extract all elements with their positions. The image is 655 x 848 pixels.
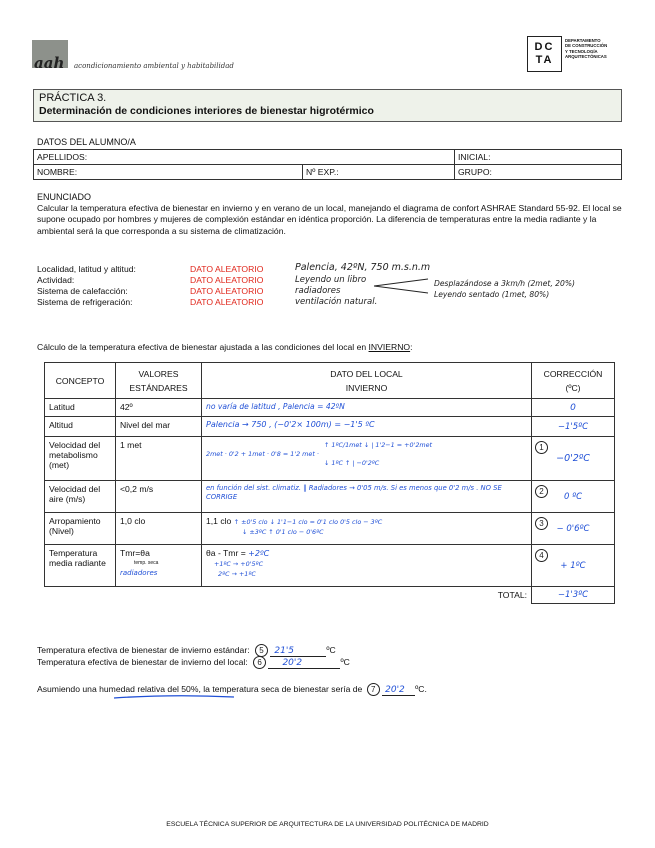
statement-heading: ENUNCIADO xyxy=(37,192,92,202)
calc-table xyxy=(44,362,615,604)
corr-header-2: (ºC) xyxy=(565,382,581,393)
dept-line: Y TECNOLOGÍA xyxy=(565,48,598,54)
dcta-logo-text: DC TA xyxy=(534,41,555,66)
local-cell[interactable]: no varía de latitud , Palencia = 42ºN xyxy=(202,399,532,417)
footer-school: ESCUELA TÉCNICA SUPERIOR DE ARQUITECTURA DE LA UNIVERSIDAD POLITÉCNICA DE MADRID xyxy=(166,821,489,828)
table-row-arropamiento xyxy=(45,513,615,545)
radiant-note-2: 2ºC → +1ºC xyxy=(218,570,256,578)
calc-intro-colon: : xyxy=(410,342,413,352)
activity-bracket-icon xyxy=(372,276,432,296)
student-table xyxy=(33,149,622,180)
std-cell: 1 met xyxy=(116,437,202,481)
corr-cell[interactable] xyxy=(532,513,615,545)
col-dato xyxy=(202,363,532,399)
met-note-2: 2met · 0'2 + 1met · 0'8 = 1'2 met · xyxy=(206,450,319,458)
dcta-logo xyxy=(527,36,562,72)
student-section-title: DATOS DEL ALUMNO/A xyxy=(37,137,136,147)
corr-cell[interactable] xyxy=(532,545,615,587)
corr-header-1: CORRECCIÓN xyxy=(543,368,603,379)
corr-cell[interactable]: −1'5ºC xyxy=(532,417,615,437)
total-value[interactable]: −1'3ºC xyxy=(532,587,615,604)
title-box xyxy=(33,89,622,122)
corr-cell[interactable] xyxy=(532,481,615,513)
table-row-velocidad xyxy=(45,481,615,513)
concept-cell: Velocidad del aire (m/s) xyxy=(45,481,116,513)
total-label: TOTAL: xyxy=(45,587,532,604)
unit: ºC xyxy=(326,645,336,655)
table-row-latitud xyxy=(45,399,615,417)
practice-title: Determinación de condiciones interiores de bienestar higrotérmico xyxy=(39,105,374,117)
corr-cell[interactable] xyxy=(532,437,615,481)
concept-cell: Velocidad del metabolismo (met) xyxy=(45,437,116,481)
std-cell: <0,2 m/s xyxy=(116,481,202,513)
dept-line: DEPARTAMENTO xyxy=(565,38,601,43)
corr-cell[interactable]: 0 xyxy=(532,399,615,417)
concepto-header: CONCEPTO xyxy=(55,375,105,386)
unit: ºC. xyxy=(415,684,427,694)
result-standard-value[interactable]: 21'5 xyxy=(270,646,326,657)
local-cell[interactable] xyxy=(202,437,532,481)
step-number-icon: 1 xyxy=(535,441,548,454)
local-cell[interactable]: Palencia → 750 , (−0'2× 100m) = −1'5 ºC xyxy=(202,417,532,437)
dept-line: ARQUITECTÓNICAS xyxy=(565,53,607,59)
local-cell[interactable] xyxy=(202,513,532,545)
result-local-value[interactable]: 20'2 xyxy=(268,658,340,669)
inicial-field[interactable]: INICIAL: xyxy=(455,150,622,165)
random-tag: DATO ALEATORIO xyxy=(190,286,264,296)
std-formula: Tmr=θa xyxy=(120,548,150,558)
param-label: Localidad, latitud y altitud: xyxy=(37,264,136,274)
radiant-diff: +2ºC xyxy=(248,549,270,558)
corr-value: − 0'6ºC xyxy=(556,523,590,534)
param-value: Palencia, 42ºN, 750 m.s.n.m xyxy=(295,262,431,273)
concept-cell: Altitud xyxy=(45,417,116,437)
concept-cell: Temperatura media radiante xyxy=(45,545,116,587)
dato-header-1: DATO DEL LOCAL xyxy=(330,368,403,379)
aah-logo-mark: aah xyxy=(34,54,65,72)
activity-note-reading: Leyendo sentado (1met, 80%) xyxy=(434,290,550,299)
calc-intro-season: INVIERNO xyxy=(368,342,411,352)
std-cell xyxy=(116,545,202,587)
met-note-3: ↓ 1ºC ↑ | −0'2ºC xyxy=(324,459,380,467)
apellidos-field[interactable]: APELLIDOS: xyxy=(34,150,455,165)
clo-note-1: ↑ ±0'5 clo ↓ 1'1−1 clo = 0'1 clo 0'5 clo − 3ºC xyxy=(233,518,383,526)
std-note: temp. seca xyxy=(134,560,159,566)
calc-intro-text: Cálculo de la temperatura efectiva de bienestar ajustada a las condiciones del local en xyxy=(37,342,367,352)
step-number-icon: 7 xyxy=(367,683,380,696)
result-standard-label: Temperatura efectiva de bienestar de invierno estándar: xyxy=(37,645,250,655)
step-number-icon: 3 xyxy=(535,517,548,530)
random-tag: DATO ALEATORIO xyxy=(190,297,264,307)
valores-header-2: ESTÁNDARES xyxy=(129,382,188,393)
step-number-icon: 6 xyxy=(253,656,266,669)
humidity-value[interactable]: 20'2 xyxy=(382,685,415,696)
table-row-radiante xyxy=(45,545,615,587)
activity-note-walking: Desplazándose a 3km/h (2met, 20%) xyxy=(434,279,576,288)
param-row-location xyxy=(37,264,637,275)
unit: ºC xyxy=(340,657,350,667)
param-value: Leyendo un libro xyxy=(295,275,367,285)
met-note-1: ↑ 1ºC/1met ↓ | 1'2−1 = +0'2met xyxy=(324,441,433,449)
std-cell: 1,0 clo xyxy=(116,513,202,545)
col-valores xyxy=(116,363,202,399)
concept-cell: Arropamiento (Nivel) xyxy=(45,513,116,545)
local-cell[interactable]: en función del sist. climatiz. ‖ Radiadores → 0'05 m/s. Si es menos que 0'2 m/s . NO SE CORRIGE xyxy=(202,481,532,513)
col-correccion xyxy=(532,363,615,399)
table-row-metabolismo xyxy=(45,437,615,481)
table-row-altitud xyxy=(45,417,615,437)
calc-intro xyxy=(37,342,412,352)
random-tag: DATO ALEATORIO xyxy=(190,264,264,274)
param-value: radiadores xyxy=(295,286,341,296)
dept-line: DE CONSTRUCCIÓN xyxy=(565,43,608,49)
radiant-note-1: +1ºC → +0'5ºC xyxy=(214,560,264,568)
param-label: Sistema de refrigeración: xyxy=(37,297,133,307)
table-row-total xyxy=(45,587,615,604)
param-label: Sistema de calefacción: xyxy=(37,286,128,296)
statement-text: Calcular la temperatura efectiva de bienestar en invierno y en verano de un local, manejando el diagrama de confort ASHRAE Standard 55-92. El local se supone ocupado por hombres y mujeres de complexión estándar en idéntica proporción. La diferencia de temperaturas entre la media radiante y la ambiental será la que corresponda a su sistema de climatización. xyxy=(37,203,622,236)
local-clo: 1,1 clo xyxy=(206,516,232,526)
std-handwritten: radiadores xyxy=(120,569,158,577)
result-local-label: Temperatura efectiva de bienestar de invierno del local: xyxy=(37,657,248,667)
param-value: ventilación natural. xyxy=(295,297,378,307)
step-number-icon: 2 xyxy=(535,485,548,498)
radiant-formula: θa - Tmr = xyxy=(206,548,246,558)
corr-value: + 1ºC xyxy=(560,560,586,571)
valores-header-1: VALORES xyxy=(138,368,179,379)
clo-note-2: ↓ ±3ºC ↑ 0'1 clo − 0'6ºC xyxy=(242,528,324,536)
concept-cell: Latitud xyxy=(45,399,116,417)
corr-value: −0'2ºC xyxy=(556,453,590,464)
dcta-dept-lines xyxy=(565,38,607,59)
humidity-text: Asumiendo una humedad relativa del 50%, la temperatura seca de bienestar sería de xyxy=(37,684,363,694)
nombre-field[interactable]: NOMBRE: xyxy=(34,165,303,180)
local-cell[interactable] xyxy=(202,545,532,587)
std-cell: Nivel del mar xyxy=(116,417,202,437)
humidity-underline-mark xyxy=(112,693,237,701)
corr-value: 0 ºC xyxy=(563,491,583,502)
random-tag: DATO ALEATORIO xyxy=(190,275,264,285)
practice-number: PRÁCTICA 3. xyxy=(39,92,107,104)
grupo-field[interactable]: GRUPO: xyxy=(455,165,622,180)
dato-header-2: INVIERNO xyxy=(345,382,388,393)
step-number-icon: 4 xyxy=(535,549,548,562)
param-label: Actividad: xyxy=(37,275,75,285)
col-concepto xyxy=(45,363,116,399)
nexp-field[interactable]: Nº EXP.: xyxy=(303,165,455,180)
aah-logo-tagline: acondicionamiento ambiental y habitabilidad xyxy=(74,62,234,70)
result-local xyxy=(37,656,350,669)
step-number-icon: 5 xyxy=(255,644,268,657)
std-cell: 42º xyxy=(116,399,202,417)
